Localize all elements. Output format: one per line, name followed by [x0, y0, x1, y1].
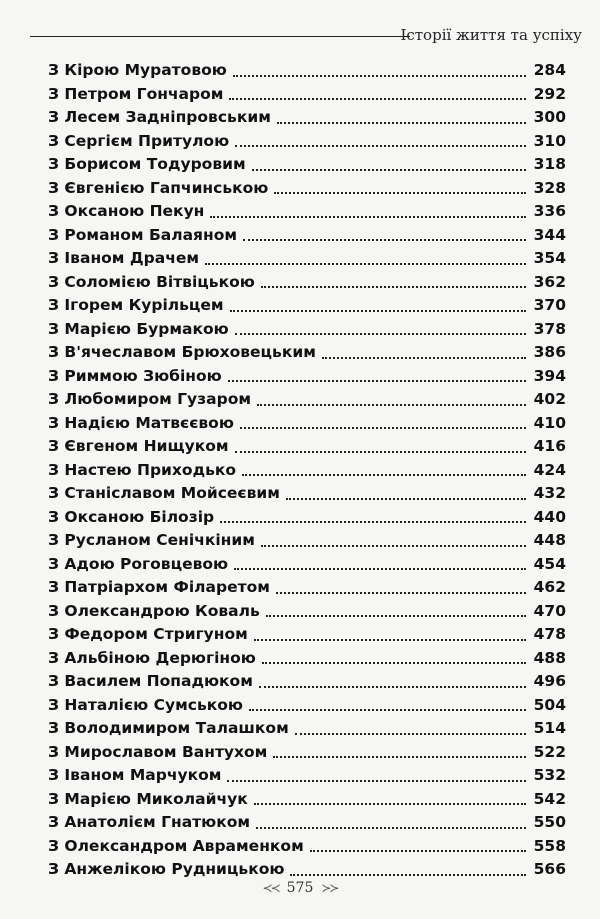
toc-entry [48, 670, 566, 694]
toc-entry-page: 432 [533, 484, 566, 502]
toc-leader-dots [234, 568, 526, 570]
toc-entry [48, 764, 566, 788]
toc-entry-name: З Анатолієм Гнатюком [48, 813, 251, 831]
toc-leader-dots [261, 545, 526, 547]
toc-leader-dots [273, 756, 526, 758]
toc-leader-dots [286, 498, 526, 500]
toc-entry-page: 386 [533, 343, 566, 361]
toc-leader-dots [235, 451, 526, 453]
toc-leader-dots [228, 380, 526, 382]
toc-leader-dots [254, 639, 526, 641]
toc-entry-name: З Станіславом Мойсеєвим [48, 484, 280, 502]
toc-entry-name: З Патріархом Філаретом [48, 578, 270, 596]
toc-entry [48, 200, 566, 224]
toc-leader-dots [240, 427, 526, 429]
toc-entry-page: 424 [533, 460, 566, 479]
toc-entry-page: 454 [533, 554, 566, 573]
toc-entry-page: 362 [533, 272, 566, 291]
toc-entry [48, 130, 566, 154]
toc-leader-dots [252, 169, 526, 171]
toc-entry-page: 300 [533, 108, 566, 126]
toc-entry-name: З Ігорем Курільцем [48, 296, 224, 314]
toc-entry [48, 224, 566, 248]
toc-entry-name: З В'ячеславом Брюховецьким [48, 343, 316, 361]
toc-entry-name: З Романом Балаяном [48, 225, 238, 244]
toc-entry [48, 153, 566, 177]
toc-entry [48, 341, 566, 365]
page-footer [0, 880, 600, 896]
toc-leader-dots [261, 286, 526, 288]
toc-entry-name: З Наталією Сумською [48, 695, 243, 714]
toc-entry-page: 470 [533, 601, 566, 620]
toc-entry [48, 294, 566, 318]
toc-entry-page: 378 [533, 319, 566, 338]
toc-entry-name: З Мирославом Вантухом [48, 742, 268, 761]
toc-entry-page: 504 [533, 695, 566, 714]
toc-leader-dots [295, 733, 526, 735]
toc-entry-page: 410 [533, 413, 566, 432]
toc-entry [48, 576, 566, 600]
toc-entry [48, 835, 566, 859]
toc-entry-page: 284 [533, 61, 566, 79]
toc-entry [48, 318, 566, 342]
toc-entry-name: З Любомиром Гузаром [48, 390, 252, 408]
toc-entry-page: 328 [533, 178, 566, 197]
toc-leader-dots [229, 98, 526, 100]
toc-entry [48, 623, 566, 647]
toc-entry-page: 488 [533, 648, 566, 667]
toc-leader-dots [262, 662, 526, 664]
toc-entry [48, 388, 566, 412]
toc-entry-page: 478 [533, 625, 566, 643]
toc-entry [48, 600, 566, 624]
toc-entry-name: З Кірою Муратовою [48, 61, 227, 79]
toc-entry [48, 177, 566, 201]
toc-entry [48, 694, 566, 718]
toc-leader-dots [276, 592, 526, 594]
toc-entry-page: 566 [533, 860, 566, 878]
toc-entry [48, 83, 566, 107]
toc-entry-name: З Надією Матвєєвою [48, 413, 234, 432]
toc-entry-page: 496 [533, 672, 566, 690]
toc-leader-dots [220, 521, 526, 523]
toc-entry [48, 59, 566, 83]
toc-entry-name: З Євгеном Нищуком [48, 437, 229, 455]
toc-leader-dots [259, 686, 526, 688]
toc-entry [48, 435, 566, 459]
toc-entry-name: З Євгенією Гапчинською [48, 178, 269, 197]
toc-entry-page: 522 [533, 742, 566, 761]
toc-entry-name: З Анжелікою Рудницькою [48, 860, 285, 878]
toc-leader-dots [254, 803, 526, 805]
toc-entry-name: З Риммою Зюбіною [48, 366, 222, 385]
running-header: Історії життя та успіху [400, 26, 582, 44]
toc-entry [48, 788, 566, 812]
toc-entry [48, 553, 566, 577]
toc-entry-name: З Борисом Тодуровим [48, 155, 246, 173]
toc-entry-page: 550 [533, 813, 566, 831]
toc-entry-name: З Альбіною Дерюгіною [48, 648, 256, 667]
toc-entry-name: З Лесем Задніпровським [48, 108, 271, 126]
toc-entry-page: 344 [533, 225, 566, 244]
toc-entry-page: 292 [533, 84, 566, 103]
toc-leader-dots [310, 850, 526, 852]
toc-entry [48, 106, 566, 130]
toc-entry [48, 506, 566, 530]
toc-entry-name: З Марією Миколайчук [48, 789, 248, 808]
toc-entry-page: 532 [533, 766, 566, 784]
toc-entry-name: З Володимиром Талашком [48, 719, 289, 737]
toc-entry-name: З Оксаною Пекун [48, 202, 205, 220]
toc-entry-page: 542 [533, 789, 566, 808]
toc-entry-page: 354 [533, 249, 566, 267]
toc-entry-page: 310 [533, 131, 566, 150]
toc-entry-name: З Олександрою Коваль [48, 601, 260, 620]
toc-leader-dots [235, 333, 526, 335]
toc-leader-dots [266, 615, 526, 617]
toc-entry-page: 318 [533, 155, 566, 173]
ornament-right-icon: ≻≻ [321, 881, 338, 895]
table-of-contents [48, 59, 566, 882]
toc-entry [48, 647, 566, 671]
toc-entry-name: З Адою Роговцевою [48, 554, 229, 573]
toc-entry-name: З Федором Стригуном [48, 625, 248, 643]
toc-leader-dots [277, 122, 526, 124]
toc-entry-name: З Василем Попадюком [48, 672, 253, 690]
toc-entry [48, 717, 566, 741]
toc-entry-page: 336 [533, 202, 566, 220]
toc-entry-page: 462 [533, 578, 566, 596]
toc-entry-page: 440 [533, 507, 566, 526]
toc-leader-dots [256, 827, 526, 829]
toc-leader-dots [210, 216, 526, 218]
toc-entry [48, 858, 566, 882]
toc-entry [48, 741, 566, 765]
toc-entry [48, 247, 566, 271]
toc-entry-page: 448 [533, 531, 566, 549]
toc-leader-dots [235, 145, 526, 147]
toc-entry-name: З Олександром Авраменком [48, 836, 304, 855]
toc-entry-page: 558 [533, 836, 566, 855]
toc-entry-name: З Оксаною Білозір [48, 507, 215, 526]
toc-leader-dots [230, 310, 526, 312]
toc-entry [48, 271, 566, 295]
toc-entry-name: З Соломією Вітвіцькою [48, 272, 255, 291]
toc-entry [48, 412, 566, 436]
toc-entry-name: З Петром Гончаром [48, 84, 224, 103]
toc-entry-page: 514 [533, 719, 566, 737]
toc-leader-dots [233, 75, 526, 77]
toc-entry-name: З Русланом Сенічкіним [48, 531, 255, 549]
toc-entry-name: З Марією Бурмакою [48, 319, 229, 338]
toc-entry-page: 402 [533, 390, 566, 408]
toc-leader-dots [227, 780, 526, 782]
toc-leader-dots [274, 192, 526, 194]
toc-entry-name: З Іваном Драчем [48, 249, 200, 267]
toc-entry-page: 416 [533, 437, 566, 455]
toc-leader-dots [322, 357, 526, 359]
toc-entry [48, 459, 566, 483]
header-rule [30, 36, 410, 37]
toc-leader-dots [242, 474, 526, 476]
toc-leader-dots [257, 404, 526, 406]
toc-entry [48, 365, 566, 389]
toc-entry [48, 482, 566, 506]
toc-entry-name: З Іваном Марчуком [48, 766, 222, 784]
toc-entry-page: 370 [533, 296, 566, 314]
page-number: 575 [286, 880, 314, 896]
ornament-left-icon: ≺≺ [262, 881, 279, 895]
toc-entry-page: 394 [533, 366, 566, 385]
toc-entry [48, 811, 566, 835]
toc-leader-dots [249, 709, 526, 711]
toc-leader-dots [205, 263, 526, 265]
toc-entry [48, 529, 566, 553]
toc-entry-name: З Сергієм Притулою [48, 131, 230, 150]
toc-leader-dots [290, 874, 526, 876]
toc-leader-dots [243, 239, 526, 241]
toc-entry-name: З Настею Приходько [48, 460, 237, 479]
